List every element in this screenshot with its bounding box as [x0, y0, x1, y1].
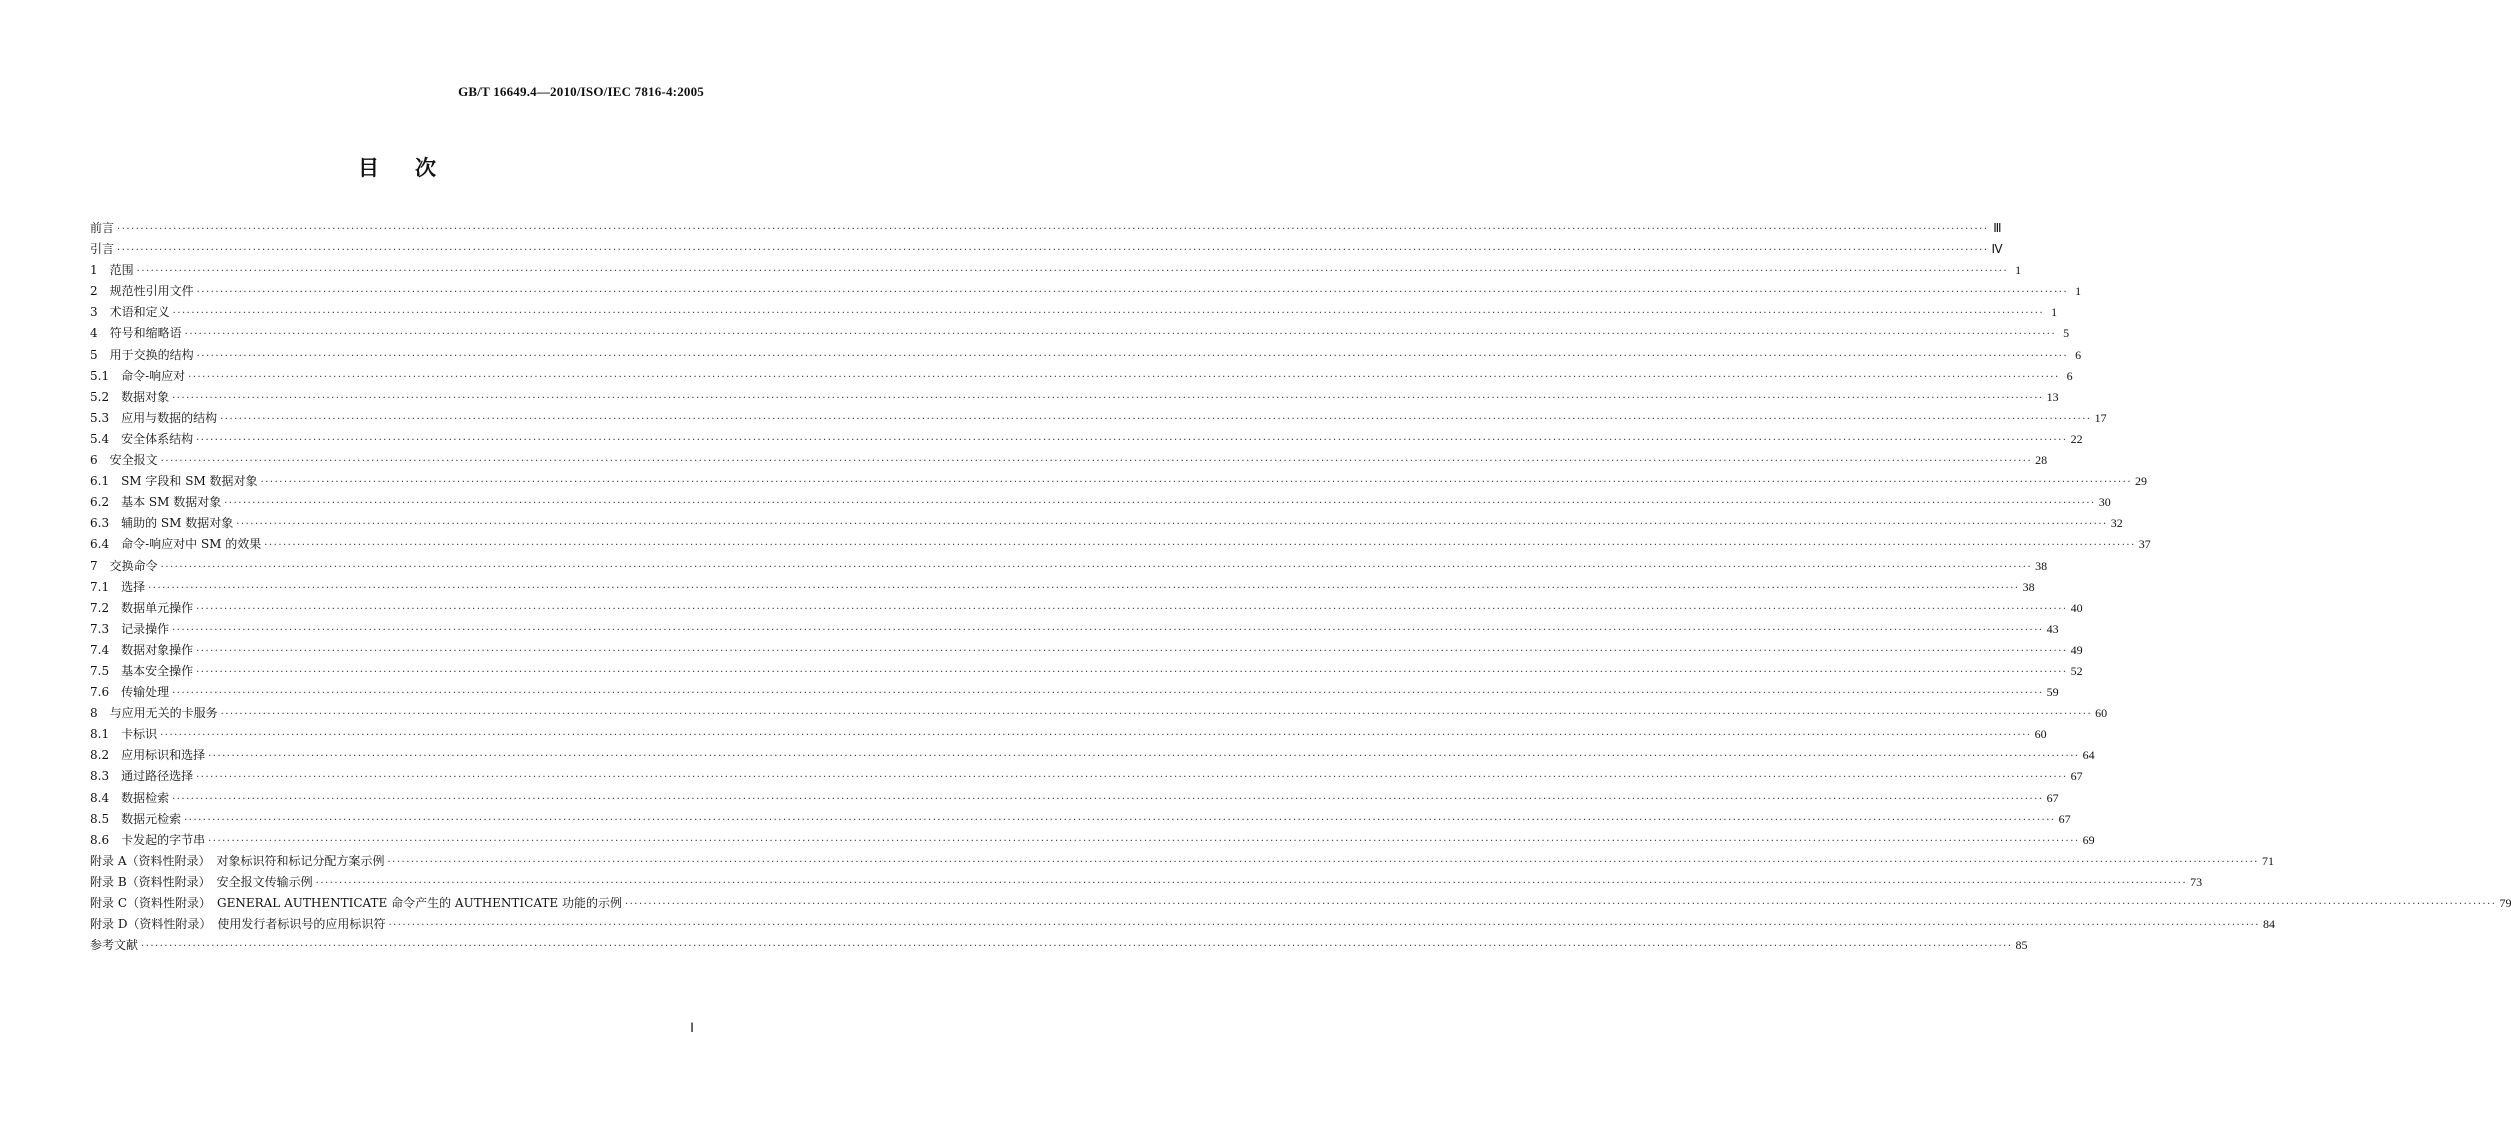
toc-entry-page: 85 — [2015, 938, 2028, 953]
toc-entry-page: 1 — [2051, 305, 2058, 320]
toc-entry[interactable] — [90, 914, 2275, 935]
toc-entry-label: 7.2 数据单元操作 — [90, 600, 194, 615]
toc-entry-page: 32 — [2110, 516, 2123, 531]
toc-entry[interactable] — [90, 323, 2070, 344]
toc-entry-label: 引言 — [90, 242, 115, 257]
toc-entry-page: 71 — [2261, 853, 2274, 868]
toc-entry-page: 17 — [2094, 410, 2107, 425]
toc-entry[interactable] — [90, 682, 2059, 703]
toc-entry-page: 60 — [2034, 727, 2047, 742]
toc-entry-label: 前言 — [90, 221, 115, 235]
toc-leader-dots: ················································································································································································································································································································································································································ — [315, 877, 2188, 889]
toc-entry-page: 43 — [2046, 621, 2059, 636]
toc-leader-dots: ················································································································································································································································································································································································································ — [220, 709, 2093, 721]
toc-entry-page: 13 — [2046, 389, 2059, 404]
toc-entry-page: 60 — [2095, 706, 2108, 721]
toc-entry-page: 6 — [2066, 368, 2073, 383]
toc-entry-label: 5 用于交换的结构 — [90, 347, 194, 362]
toc-entry[interactable] — [90, 766, 2083, 787]
toc-entry-label: 7.1 选择 — [90, 579, 146, 594]
toc-entry[interactable] — [90, 387, 2059, 408]
toc-leader-dots: ················································································································································································································································································································································································································ — [220, 413, 2092, 425]
toc-entry-label: 1 范围 — [90, 263, 134, 278]
toc-entry-label: 8.4 数据检索 — [90, 790, 170, 805]
toc-entry-label: 附录 B（资料性附录） 安全报文传输示例 — [90, 874, 313, 889]
toc-entry-page: 67 — [2070, 769, 2083, 784]
toc-leader-dots: ················································································································································································································································································································································································································ — [236, 519, 2108, 531]
toc-leader-dots: ················································································································································································································································································································································································································ — [117, 224, 1989, 235]
toc-entry-page: 30 — [2098, 495, 2111, 510]
toc-entry-page: 1 — [2015, 263, 2022, 278]
toc-entry-label: 8.5 数据元检索 — [90, 811, 182, 826]
toc-entry-label: 5.3 应用与数据的结构 — [90, 410, 218, 425]
toc-entry[interactable] — [90, 556, 2048, 577]
toc-leader-dots: ················································································································································································································································································································································································································ — [196, 350, 2069, 362]
toc-entry-label: 6.2 基本 SM 数据对象 — [90, 495, 222, 510]
toc-leader-dots: ················································································································································································································································································································································································································ — [160, 730, 2032, 742]
toc-entry[interactable] — [90, 935, 2028, 956]
toc-entry[interactable] — [90, 640, 2083, 661]
toc-leader-dots: ················································································································································································································································································································································································································ — [188, 371, 2060, 383]
toc-entry[interactable] — [90, 745, 2095, 766]
toc-leader-dots: ················································································································································································································································································································································································································ — [172, 308, 2045, 320]
toc-entry-page: 1 — [2075, 284, 2082, 299]
toc-leader-dots: ················································································································································································································································································································································································································ — [184, 814, 2056, 826]
toc-entry[interactable] — [90, 471, 2148, 492]
toc-entry-label: 参考文献 — [90, 938, 139, 953]
toc-entry-page: 28 — [2035, 453, 2048, 468]
toc-entry[interactable] — [90, 598, 2083, 619]
toc-leader-dots: ················································································································································································································································································································································································································ — [196, 645, 2068, 657]
toc-leader-dots: ················································································································································································································································································································································································································ — [172, 624, 2044, 636]
toc-entry-label: 7.4 数据对象操作 — [90, 642, 194, 657]
toc-entry[interactable] — [90, 345, 2082, 366]
toc-entry-page: 5 — [2063, 326, 2070, 341]
toc-entry-page: Ⅳ — [1991, 242, 2003, 257]
toc-leader-dots: ················································································································································································································································································································································································································ — [388, 920, 2260, 932]
toc-leader-dots: ················································································································································································································································································································································································································ — [141, 941, 2013, 953]
toc-entry[interactable] — [90, 872, 2203, 893]
toc-entry-page: 79 — [2499, 896, 2511, 910]
toc-entry-label: 5.1 命令-响应对 — [90, 368, 186, 383]
toc-entry[interactable] — [90, 492, 2111, 513]
toc-entry-label: 7.3 记录操作 — [90, 621, 170, 636]
toc-entry[interactable] — [90, 788, 2059, 809]
toc-entry[interactable] — [90, 724, 2047, 745]
toc-entry[interactable] — [90, 302, 2058, 323]
toc-leader-dots: ················································································································································································································································································································································································································ — [196, 772, 2068, 784]
toc-leader-dots: ················································································································································································································································································································································································································ — [136, 266, 2009, 278]
toc-entry[interactable] — [90, 703, 2108, 724]
toc-leader-dots: ················································································································································································································································································································································································································ — [208, 751, 2080, 763]
toc-leader-dots: ················································································································································································································································································································································································································ — [172, 793, 2044, 805]
toc-entry-label: 8 与应用无关的卡服务 — [90, 706, 218, 721]
page-title: 目次 — [358, 155, 472, 180]
toc-entry[interactable] — [90, 281, 2082, 302]
toc-entry-page: 69 — [2082, 832, 2095, 847]
toc-entry-page: 73 — [2190, 874, 2203, 889]
toc-entry[interactable] — [90, 661, 2083, 682]
toc-entry[interactable] — [90, 429, 2083, 450]
toc-entry-label: 8.6 卡发起的字节串 — [90, 832, 206, 847]
toc-entry[interactable] — [90, 809, 2071, 830]
toc-leader-dots: ················································································································································································································································································································································································································ — [172, 392, 2044, 404]
toc-entry[interactable] — [90, 534, 2151, 555]
toc-leader-dots: ················································································································································································································································································································································································································ — [264, 540, 2136, 552]
toc-entry-page: 67 — [2058, 811, 2071, 826]
toc-entry-label: 8.3 通过路径选择 — [90, 769, 194, 784]
toc-entry-page: 29 — [2135, 474, 2148, 489]
toc-entry[interactable] — [90, 851, 2274, 872]
toc-leader-dots: ················································································································································································································································································································································································································ — [624, 899, 2497, 910]
toc-entry-label: 附录 A（资料性附录） 对象标识符和标记分配方案示例 — [90, 853, 385, 868]
toc-entry-label: 5.2 数据对象 — [90, 389, 170, 404]
toc-entry-label: 5.4 安全体系结构 — [90, 431, 194, 446]
toc-entry-label: 2 规范性引用文件 — [90, 284, 194, 299]
toc-entry-label: 8.2 应用标识和选择 — [90, 748, 206, 763]
toc-leader-dots: ················································································································································································································································································································································································································ — [196, 287, 2069, 299]
toc-entry-label: 4 符号和缩略语 — [90, 326, 182, 341]
toc-entry-label: 7 交换命令 — [90, 558, 158, 573]
toc-leader-dots: ················································································································································································································································································································································································································ — [208, 835, 2080, 847]
toc-entry-page: 22 — [2070, 431, 2083, 446]
toc-leader-dots: ················································································································································································································································································································································································································ — [387, 856, 2259, 868]
toc-entry-page: 38 — [2035, 558, 2048, 573]
toc-entry-page: Ⅲ — [1993, 221, 2002, 235]
toc-entry-label: 7.5 基本安全操作 — [90, 663, 194, 678]
toc-entry[interactable] — [90, 830, 2095, 851]
toc-leader-dots: ················································································································································································································································································································································································································ — [260, 477, 2133, 489]
toc-entry[interactable] — [90, 577, 2035, 598]
toc-entry[interactable] — [90, 619, 2059, 640]
toc-entry-label: 6.3 辅助的 SM 数据对象 — [90, 516, 234, 531]
toc-entry-label: 附录 D（资料性附录） 使用发行者标识号的应用标识符 — [90, 917, 386, 932]
toc-entry-page: 64 — [2082, 748, 2095, 763]
toc-entry-page: 37 — [2138, 537, 2151, 552]
toc-entry-page: 40 — [2070, 600, 2083, 615]
toc-entry[interactable] — [90, 218, 2002, 239]
toc-leader-dots: ················································································································································································································································································································································································································ — [196, 666, 2068, 678]
toc-entry[interactable] — [90, 450, 2048, 471]
toc-entry-label: 8.1 卡标识 — [90, 727, 158, 742]
toc-entry-label: 3 术语和定义 — [90, 305, 170, 320]
toc-leader-dots: ················································································································································································································································································································································································································ — [184, 329, 2057, 341]
toc-entry-page: 49 — [2070, 642, 2083, 657]
toc-leader-dots: ················································································································································································································································································································································································································ — [196, 603, 2068, 615]
standard-code: GB/T 16649.4—2010/ISO/IEC 7816-4:2005 — [458, 84, 704, 99]
toc-entry-page: 59 — [2046, 685, 2059, 700]
page-number: Ⅰ — [690, 1020, 694, 1035]
toc-leader-dots: ················································································································································································································································································································································································································ — [160, 456, 2033, 468]
toc-entry-page: 84 — [2262, 917, 2275, 932]
toc-entry[interactable] — [90, 239, 2003, 260]
toc-entry-label: 6.1 SM 字段和 SM 数据对象 — [90, 474, 258, 489]
toc-entry[interactable] — [90, 513, 2123, 534]
toc-entry-label: 7.6 传输处理 — [90, 685, 170, 700]
toc-entry-page: 52 — [2070, 663, 2083, 678]
toc-entry[interactable] — [90, 893, 2511, 914]
toc-leader-dots: ················································································································································································································································································································································································································ — [196, 434, 2068, 446]
toc-entry-page: 6 — [2075, 347, 2082, 362]
toc-leader-dots: ················································································································································································································································································································································································································ — [224, 498, 2096, 510]
toc-entry-label: 6 安全报文 — [90, 453, 158, 468]
toc-entry-page: 67 — [2046, 790, 2059, 805]
toc-leader-dots: ················································································································································································································································································································································································································ — [172, 688, 2044, 700]
toc-entry[interactable] — [90, 260, 2022, 281]
table-of-contents — [90, 218, 2511, 956]
toc-entry[interactable] — [90, 408, 2107, 429]
toc-leader-dots: ················································································································································································································································································································································································································ — [160, 561, 2033, 573]
toc-leader-dots: ················································································································································································································································································································································································································ — [117, 245, 1989, 257]
toc-entry[interactable] — [90, 366, 2073, 387]
toc-entry-label: 6.4 命令-响应对中 SM 的效果 — [90, 537, 262, 552]
toc-entry-label: 附录 C（资料性附录） GENERAL AUTHENTICATE 命令产生的 AUTHENTICATE 功能的示例 — [90, 896, 622, 910]
toc-leader-dots: ················································································································································································································································································································································································································ — [148, 582, 2020, 594]
toc-entry-page: 38 — [2022, 579, 2035, 594]
